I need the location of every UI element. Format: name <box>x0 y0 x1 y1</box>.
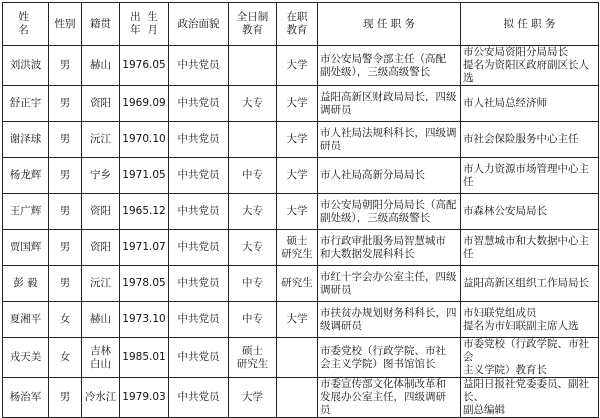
cell-political-status: 中共党员 <box>169 266 229 302</box>
cell-proposed-post: 益阳日报社党委委员、副社长、 副总编辑 <box>461 378 599 418</box>
cell-inservice-education: 大学 <box>277 302 318 338</box>
cell-political-status: 中共党员 <box>169 46 229 86</box>
table-row <box>3 338 599 378</box>
cell-proposed-post: 市妇联党组成员 提名为市妇联副主席人选 <box>461 302 599 338</box>
cell-native-place: 沅江 <box>82 122 120 158</box>
cell-inservice-education: 硕士 研究生 <box>277 230 318 266</box>
cell-political-status: 中共党员 <box>169 122 229 158</box>
header-name: 姓 名 <box>3 3 49 46</box>
cell-name: 舒正宇 <box>3 86 49 122</box>
cell-gender: 女 <box>49 302 82 338</box>
cell-current-post: 市公安局朝阳分局局长（高配 副处级），三级高级警长 <box>318 194 461 230</box>
table-row <box>3 122 599 158</box>
header-current-post: 现 任 职 务 <box>318 3 461 46</box>
cell-birth: 1971.05 <box>120 158 169 194</box>
cell-birth: 1978.05 <box>120 266 169 302</box>
cell-inservice-education: 研究生 <box>277 266 318 302</box>
cell-fulltime-education: 大专 <box>229 194 277 230</box>
cell-current-post: 益阳高新区财政局局长，四级 调研员 <box>318 86 461 122</box>
appointment-table <box>2 2 599 418</box>
cell-proposed-post: 市公安局资阳分局局长 提名为资阳区政府副区长人选 <box>461 46 599 86</box>
cell-fulltime-education: 中专 <box>229 266 277 302</box>
cell-inservice-education: 大学 <box>277 194 318 230</box>
cell-current-post: 市委宣传部文化体制改革和 发展办公室主任，四级调研 员 <box>318 378 461 418</box>
cell-birth: 1965.12 <box>120 194 169 230</box>
cell-birth: 1970.10 <box>120 122 169 158</box>
cell-gender: 男 <box>49 122 82 158</box>
cell-inservice-education: 大学 <box>277 158 318 194</box>
header-proposed-post: 拟 任 职 务 <box>461 3 599 46</box>
cell-gender: 男 <box>49 46 82 86</box>
cell-birth: 1971.07 <box>120 230 169 266</box>
cell-gender: 男 <box>49 158 82 194</box>
cell-name: 谢泽球 <box>3 122 49 158</box>
cell-political-status: 中共党员 <box>169 302 229 338</box>
cell-native-place: 冷水江 <box>82 378 120 418</box>
cell-gender: 男 <box>49 230 82 266</box>
table-row <box>3 302 599 338</box>
cell-inservice-education: 大学 <box>277 46 318 86</box>
cell-native-place: 赫山 <box>82 302 120 338</box>
cell-current-post: 市人社局法规科科长，四级调 研员 <box>318 122 461 158</box>
header-birth: 出 生 年 月 <box>120 3 169 46</box>
cell-name: 夏湘平 <box>3 302 49 338</box>
cell-current-post: 市行政审批服务局智慧城市 和大数据发展科科长 <box>318 230 461 266</box>
cell-birth: 1969.09 <box>120 86 169 122</box>
table-row <box>3 86 599 122</box>
cell-inservice-education: 大学 <box>277 122 318 158</box>
cell-proposed-post: 益阳高新区组织工作局局长 <box>461 266 599 302</box>
cell-native-place: 资阳 <box>82 230 120 266</box>
cell-birth: 1979.03 <box>120 378 169 418</box>
cell-inservice-education: 大学 <box>277 86 318 122</box>
cell-name: 刘洪波 <box>3 46 49 86</box>
header-native-place: 籍贯 <box>82 3 120 46</box>
cell-birth: 1976.05 <box>120 46 169 86</box>
cell-birth: 1973.10 <box>120 302 169 338</box>
header-row <box>3 3 599 46</box>
cell-current-post: 市扶贫办规划财务科科长，四 级调研员 <box>318 302 461 338</box>
cell-name: 杨龙辉 <box>3 158 49 194</box>
cell-birth: 1985.01 <box>120 338 169 378</box>
cell-fulltime-education: 中专 <box>229 158 277 194</box>
cell-name: 贾国辉 <box>3 230 49 266</box>
cell-native-place: 赫山 <box>82 46 120 86</box>
cell-native-place: 资阳 <box>82 194 120 230</box>
cell-current-post: 市委党校（行政学院、市社 会主义学院）图书馆馆长 <box>318 338 461 378</box>
cell-name: 彭 毅 <box>3 266 49 302</box>
cell-fulltime-education: 大学 <box>229 378 277 418</box>
cell-inservice-education <box>277 378 318 418</box>
cell-proposed-post: 市智慧城市和大数据中心主任 <box>461 230 599 266</box>
table-row <box>3 378 599 418</box>
cell-gender: 女 <box>49 338 82 378</box>
cell-current-post: 市红十字会办公室主任，四级 调研员 <box>318 266 461 302</box>
cell-fulltime-education: 大专 <box>229 230 277 266</box>
cell-political-status: 中共党员 <box>169 230 229 266</box>
cell-gender: 男 <box>49 378 82 418</box>
header-gender: 性别 <box>49 3 82 46</box>
cell-political-status: 中共党员 <box>169 338 229 378</box>
table-row <box>3 266 599 302</box>
cell-gender: 男 <box>49 266 82 302</box>
cell-fulltime-education: 中专 <box>229 302 277 338</box>
cell-native-place: 宁乡 <box>82 158 120 194</box>
cell-native-place: 吉林 白山 <box>82 338 120 378</box>
cell-name: 王广辉 <box>3 194 49 230</box>
header-political-status: 政治面貌 <box>169 3 229 46</box>
cell-political-status: 中共党员 <box>169 378 229 418</box>
table-row <box>3 230 599 266</box>
cell-current-post: 市人社局高新分局局长 <box>318 158 461 194</box>
cell-gender: 男 <box>49 194 82 230</box>
cell-gender: 男 <box>49 86 82 122</box>
header-inservice-education: 在职 教育 <box>277 3 318 46</box>
appointment-table-container <box>2 2 598 416</box>
cell-proposed-post: 市社会保险服务中心主任 <box>461 122 599 158</box>
cell-political-status: 中共党员 <box>169 158 229 194</box>
table-row <box>3 194 599 230</box>
cell-proposed-post: 市人社局总经济师 <box>461 86 599 122</box>
cell-political-status: 中共党员 <box>169 194 229 230</box>
cell-proposed-post: 市人力资源市场管理中心主任 <box>461 158 599 194</box>
cell-inservice-education <box>277 338 318 378</box>
cell-name: 杨治军 <box>3 378 49 418</box>
cell-native-place: 沅江 <box>82 266 120 302</box>
table-row <box>3 46 599 86</box>
cell-proposed-post: 市委党校（行政学院、市社会 主义学院）教育长 <box>461 338 599 378</box>
cell-fulltime-education <box>229 46 277 86</box>
cell-fulltime-education: 硕士 研究生 <box>229 338 277 378</box>
cell-fulltime-education <box>229 122 277 158</box>
cell-native-place: 资阳 <box>82 86 120 122</box>
table-row <box>3 158 599 194</box>
cell-proposed-post: 市森林公安局局长 <box>461 194 599 230</box>
cell-fulltime-education: 大专 <box>229 86 277 122</box>
cell-political-status: 中共党员 <box>169 86 229 122</box>
cell-current-post: 市公安局警令部主任（高配 副处级），三级高级警长 <box>318 46 461 86</box>
header-fulltime-education: 全日制 教育 <box>229 3 277 46</box>
cell-name: 戎天美 <box>3 338 49 378</box>
